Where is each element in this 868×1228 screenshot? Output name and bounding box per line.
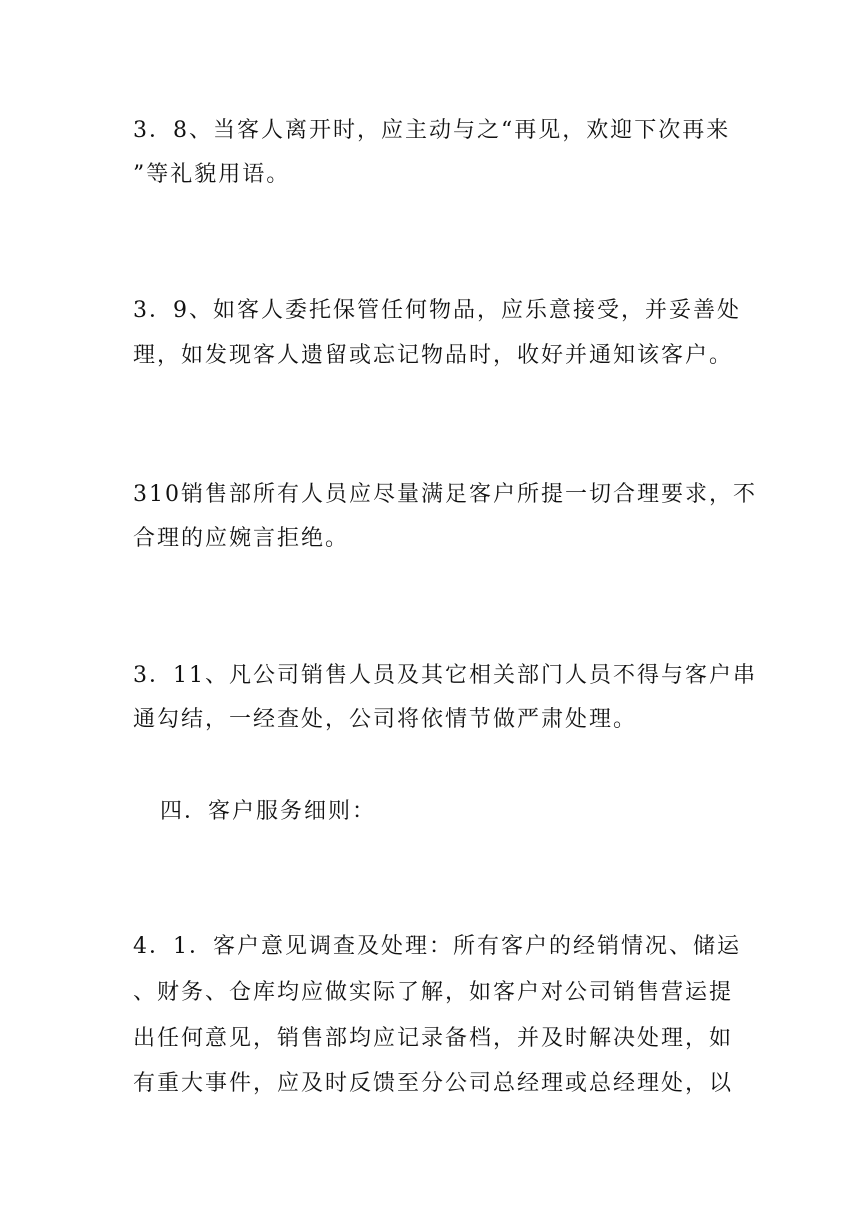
- paragraph-4-1-line-1: 4．1．客户意见调查及处理：所有客户的经销情况、储运: [133, 934, 741, 959]
- section-heading-four: 四．客户服务细则：: [160, 799, 377, 824]
- paragraph-3-9-line-2: 理，如发现客人遗留或忘记物品时，收好并通知该客户。: [133, 343, 734, 368]
- paragraph-3-10-line-2: 合理的应婉言拒绝。: [133, 526, 350, 551]
- paragraph-3-11-line-2: 通勾结，一经查处，公司将依情节做严肃处理。: [133, 707, 638, 732]
- paragraph-3-10-line-1: 310销售部所有人员应尽量满足客户所提一切合理要求，不: [133, 482, 757, 507]
- paragraph-4-1-line-3: 出任何意见，销售部均应记录备档，并及时解决处理，如: [133, 1026, 734, 1051]
- paragraph-3-11-line-1: 3．11、凡公司销售人员及其它相关部门人员不得与客户串: [133, 663, 757, 688]
- paragraph-4-1-line-4: 有重大事件，应及时反馈至分公司总经理或总经理处，以: [133, 1071, 734, 1096]
- paragraph-3-9-line-1: 3．9、如客人委托保管任何物品，应乐意接受，并妥善处: [133, 298, 741, 323]
- paragraph-3-8-line-1: 3．8、当客人离开时，应主动与之“再见，欢迎下次再来: [133, 118, 731, 143]
- paragraph-4-1-line-2: 、财务、仓库均应做实际了解，如客户对公司销售营运提: [133, 980, 734, 1005]
- paragraph-3-8-line-2: ”等礼貌用语。: [133, 162, 291, 187]
